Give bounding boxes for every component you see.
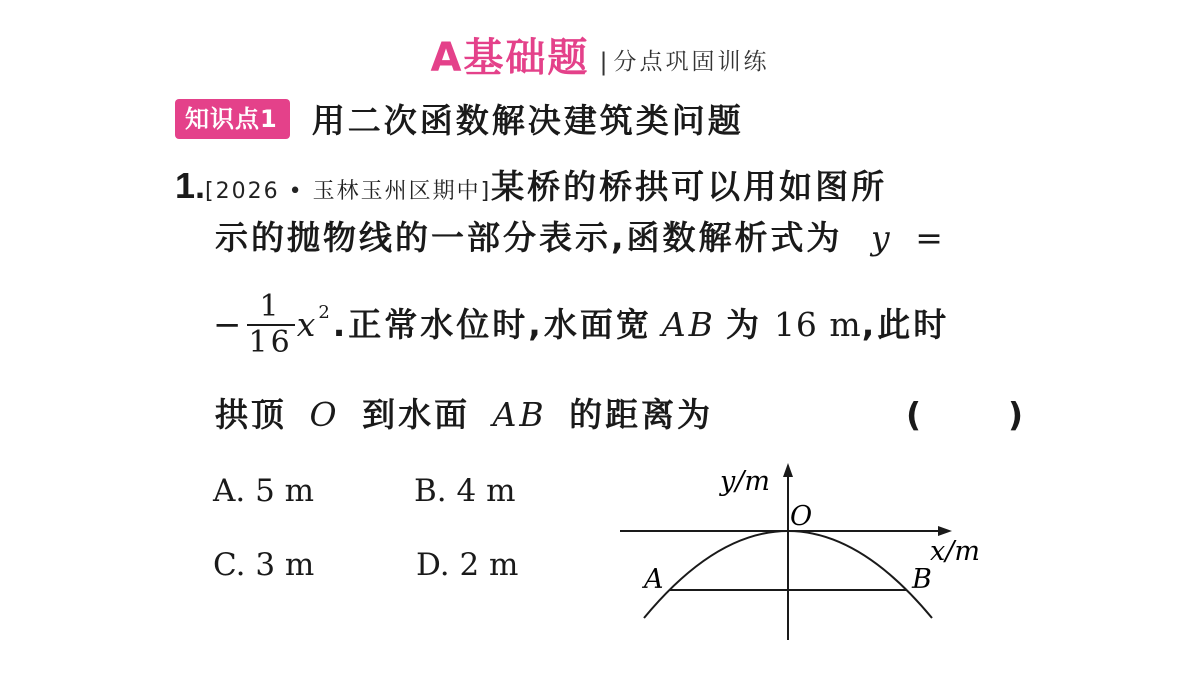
option-b[interactable]: B. 4 m [414,473,516,509]
point-b-label: B [912,564,932,595]
var-y: y [871,218,893,257]
title-separator: | [599,48,608,76]
question-source: [2026 • 玉林玉州区期中] [205,179,492,204]
vertex-o: O [309,395,340,434]
question-line-3 [213,290,949,360]
segment-ab-2: AB [492,395,547,434]
origin-label: O [790,501,813,532]
section-subtitle: 分点巩固训练 [613,49,770,75]
fraction-numerator: 1 [259,289,282,324]
answer-bracket-close: ) [1008,395,1027,434]
fraction-denominator: 16 [248,325,293,360]
parabola-figure [600,455,1000,650]
answer-bracket-open: ( [906,395,925,434]
option-a[interactable]: A. 5 m [213,473,315,509]
option-c[interactable]: C. 3 m [213,547,315,583]
option-d[interactable]: D. 2 m [416,547,519,583]
y-axis-label: y/m [720,466,770,497]
question-text-4c: 的距离为 [569,395,714,434]
question-text-1: 某桥的桥拱可以用如图所 [491,167,888,206]
question-text-3a: .正常水位时,水面宽 [332,305,652,344]
exponent: 2 [318,302,333,323]
point-a-label: A [644,564,664,595]
minus-sign: − [213,305,245,345]
knowledge-point-title: 用二次函数解决建筑类问题 [311,101,744,140]
equals-sign: = [915,218,946,257]
x-axis-label: x/m [930,536,980,567]
question-line-4 [215,393,713,437]
section-header [0,34,1200,82]
x-axis-arrow-icon [938,526,952,536]
segment-ab: AB [661,305,716,344]
var-x: x [296,305,319,344]
question-text-3c: ,此时 [861,305,950,344]
knowledge-point-badge: 知识点1 [175,99,290,139]
fraction [247,290,295,360]
question-text-4a: 拱顶 [215,395,287,434]
question-text-4b: 到水面 [362,395,471,434]
question-line-1 [175,164,887,214]
question-number: 1. [175,165,206,206]
question-text-3b: 为 [725,305,762,344]
y-axis-arrow-icon [783,463,793,477]
question-line-2 [215,216,946,260]
knowledge-point-row [175,95,744,142]
section-title: A基础题 [430,35,590,81]
question-text-2: 示的抛物线的一部分表示,函数解析式为 [215,218,843,257]
width-value: 16 m [773,305,862,344]
